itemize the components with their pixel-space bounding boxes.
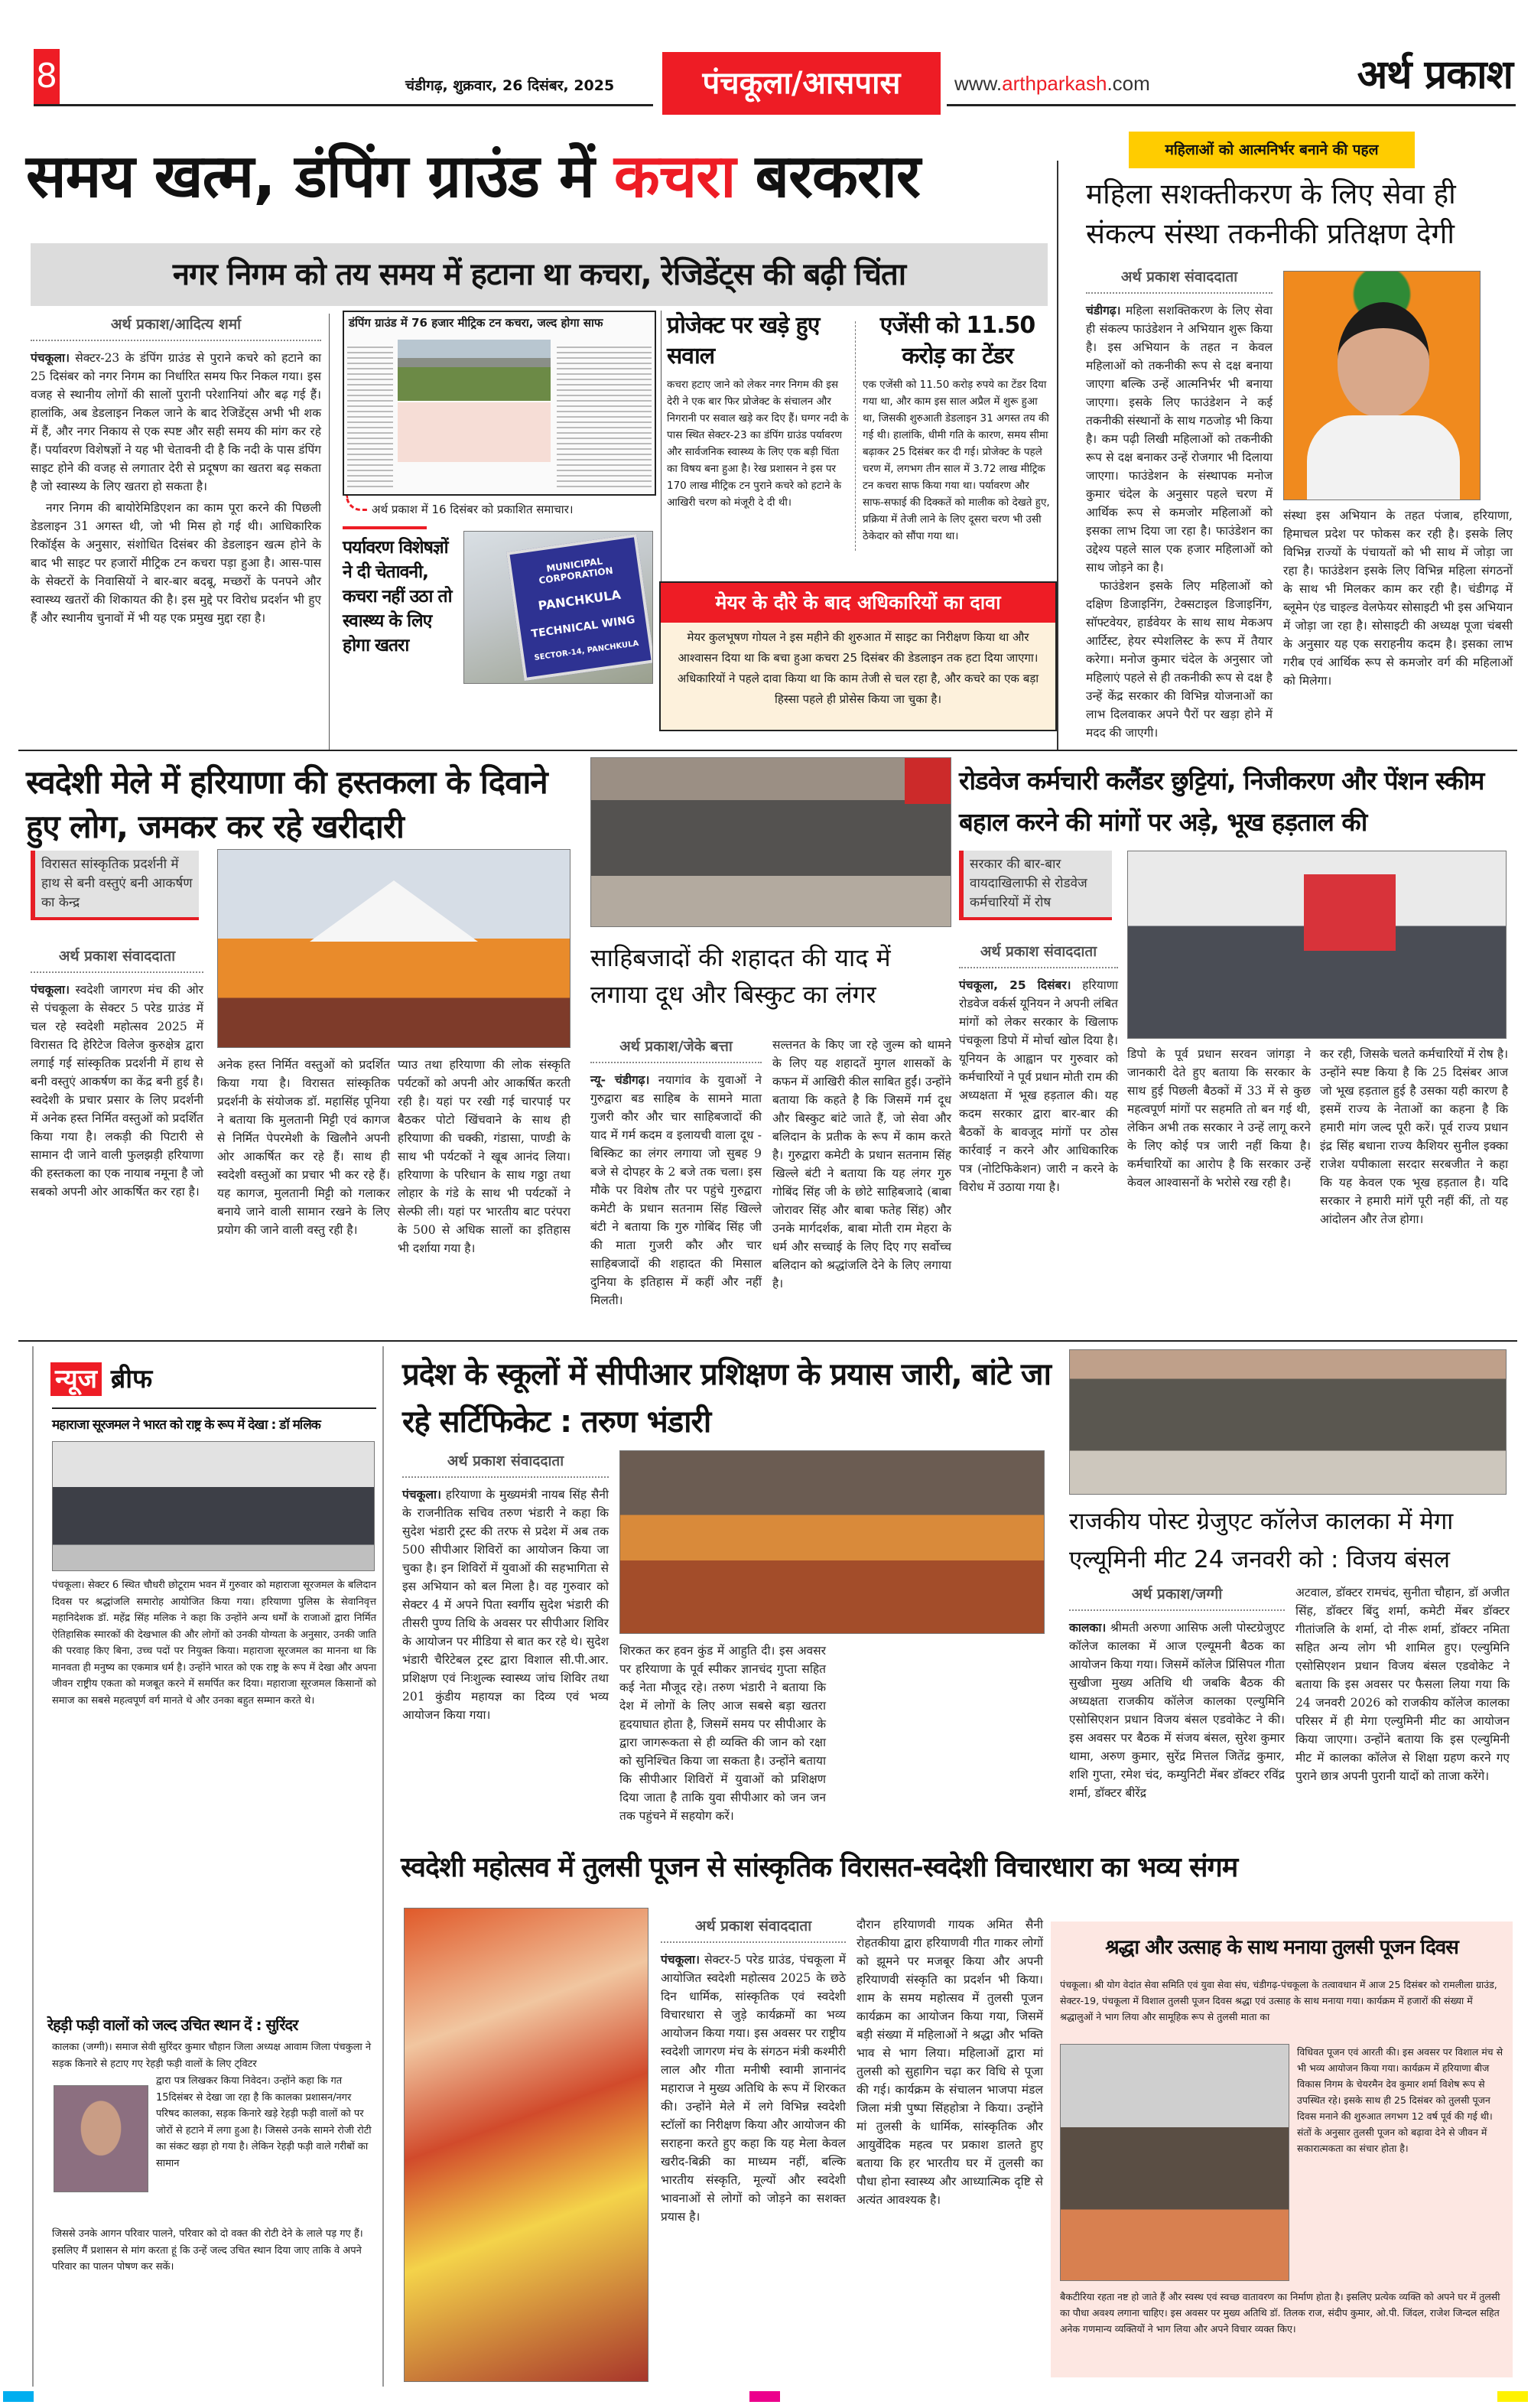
langar-group-photo bbox=[590, 757, 951, 927]
langar-col1 bbox=[590, 1036, 762, 1310]
tulsi-col1 bbox=[661, 1915, 846, 2226]
roadways-body3: कर रही, जिसके चलते कर्मचारियों में रोष है। उन्होंने स्पष्ट किया है कि 25 दिसंबर आज जो भूख हड़ताल हुई है उसका यही कारण है इसमें राज्य के नेताओं का कहना है कि हमारी मांग जल्द पूरी करें। पूर्व राज्य प्रधान इंद्र सिंह बधाना राज्य कैशियर सुनील इक्का राजेश यपीकाला सरदार सरबजीत ने कहा कि यह केवल एक भूख हड़ताल है। यदि सरकार ने हमारी मांगें पूरी नहीं कीं, तो यह आंदोलन और तेज होगा। bbox=[1320, 1047, 1508, 1226]
masthead-rule-left bbox=[34, 104, 653, 106]
tulsi-body bbox=[661, 1951, 846, 2226]
brief2-body-top: कालका (जग्गी)। समाज सेवी सुरिंदर कुमार चौहान जिला अध्यक्ष आवाम जिला पंचकुला ने सड़क किनारे से हटाए गए रेहड़ी फड़ी वालों के लिए ट्विटर bbox=[52, 2042, 372, 2070]
roadways-col3 bbox=[1320, 1045, 1508, 1228]
portrait-head bbox=[1338, 302, 1429, 417]
roadways-body-text: हरियाणा रोडवेज वर्कर्स यूनियन ने अपनी लंबित मांगों को लेकर सरकार के खिलाफ पंचकूला डिपो में मोर्चा खोल दिया है। यूनियन के आह्वान पर गुरुवार को कर्मचारियों ने पूर्व प्रधान मोती राम की अध्यक्षता में भूख हड़ताल की। यह कदम सरकार द्वारा बार-बार की बैठकों के बावजूद मांगों पर ठोस कार्रवाई न करने और आधिकारिक पत्र (नोटिफिकेशन) जारी न करने के विरोध में उठाया गया है। bbox=[959, 978, 1118, 1194]
news-clipping bbox=[343, 311, 656, 496]
lead-body bbox=[31, 349, 321, 496]
lead-headline bbox=[26, 144, 920, 210]
tulsi-body-text: सेक्टर-5 परेड ग्राउंड, पंचकूला में आयोजित स्वदेशी महोत्सव 2025 के छठे दिन धार्मिक, सांस्कृतिक एवं स्वदेशी विचारधारा से जुड़े कार्यक्रमों का भव्य आयोजन किया गया। इस अवसर पर राष्ट्रीय स्वदेशी जागरण मंच के संगठन मंत्री कश्मीरी लाल और गीता मनीषी स्वामी ज्ञानानंद महाराज ने मुख्य अतिथि के रूप में शिरकत की। उन्होंने मेले में लगे विभिन्न स्वदेशी स्टॉलों का निरीक्षण किया और आयोजन की सराहना करते हुए कहा कि यह मेला केवल खरीद-बिक्री का माध्यम नहीं, बल्कि भारतीय संस्कृति, मूल्यों और स्वदेशी भावनाओं से लोगों को जोड़ने का सशक्त प्रयास है। bbox=[661, 1953, 846, 2224]
alumni-col1 bbox=[1069, 1583, 1285, 1802]
sidebar-project-questions bbox=[667, 311, 850, 511]
langar-body2: सल्तनत के किए जा रहे जुल्म को थामने के लिए यह शहादतें मुगल शासकों के कफन में आखिरी कील साबित हुईं। उन्होंने बताया कि कहते है कि जिसमें गर्म दूध और बिस्कुट बांटे जाते हैं, जो सेवा और बलिदान के प्रतीक के रूप में काम करते है। गुरुद्वारा कमेटी के प्रधान सतनाम सिंह खिल्ले बंटी ने बताया कि यह लंगर गुरु गोबिंद सिंह जी के छोटे साहिबजादे (बाबा जोरावर सिंह और बाबा फतेह सिंह) और उनके मार्गदर्शक, बाबा मोती राम मेहरा के धर्म और सच्चाई के लिए दिए गए सर्वोच्च बलिदान को श्रद्धांजलि देने के लिए लगाया है। bbox=[772, 1038, 951, 1290]
section-banner: पंचकूला/आसपास bbox=[662, 52, 941, 115]
surajmal-event-photo bbox=[52, 1441, 375, 1571]
sidebar-agency-tender bbox=[863, 311, 1052, 545]
alumni-group-photo bbox=[1069, 1349, 1507, 1495]
portrait-body bbox=[1307, 415, 1460, 500]
cpr-col2 bbox=[619, 1642, 826, 1825]
news-brief-label bbox=[50, 1360, 152, 1395]
langar-col2 bbox=[772, 1036, 951, 1293]
clipping-headline: डंपिंग ग्राउंड में 76 हजार मीट्रिक टन कचरा, जल्द होगा साफ bbox=[349, 316, 603, 330]
mela-dateline: पंचकूला। bbox=[31, 983, 70, 997]
column-rule bbox=[329, 314, 330, 750]
box1-body: कचरा हटाए जाने को लेकर नगर निगम की इस देरी ने एक बार फिर प्रोजेक्ट के संचालन और निगरानी पर सवाल खड़े कर दिए हैं। घग्गर नदी के पास स्थित सेक्टर-23 का डंपिंग ग्राउंड पर्यावरण और सार्वजनिक स्वास्थ्य के लिए एक बड़ी चिंता का विषय बना हुआ है। रेख प्रशासन ने इस पर 170 लाख मीट्रिक टन पुराने कचरे को हटाने के आखिरी चरण को मंजूरी दे दी थी। bbox=[667, 379, 849, 509]
alumni-body bbox=[1069, 1619, 1285, 1802]
langar-dateline: न्यू- चंडीगढ़। bbox=[590, 1073, 650, 1087]
signboard bbox=[506, 534, 653, 681]
women-column bbox=[1086, 266, 1273, 742]
mc-signboard-photo bbox=[463, 531, 653, 684]
mela-col3 bbox=[398, 1056, 570, 1258]
roadways-headline: रोडवेज कर्मचारी कलैंडर छुट्टियां, निजीकरण और पेंशन स्कीम बहाल करने की मांगों पर अड़े, भूख हड़ताल की bbox=[959, 766, 1484, 837]
roadways-body2: डिपो के पूर्व प्रधान सरवन जांगड़ा ने जानकारी देते हुए बताया कि सरकार के साथ हुई पिछली बैठकों में 33 में से कुछ महत्वपूर्ण मांगों पर सहमति तो बन गई थी, लेकिन अभी तक सरकार ने उन्हें लागू करने के लिए कोई पत्र जारी नहीं किया है। कर्मचारियों का आरोप है कि सरकार उन्हें केवल आश्वासनों के भरोसे रख रही है। bbox=[1127, 1047, 1311, 1189]
roadways-byline: अर्थ प्रकाश संवाददाता bbox=[959, 941, 1118, 968]
page-number: 8 bbox=[34, 49, 60, 104]
clipping-text-lines-right bbox=[557, 343, 652, 488]
brief2-body-side: द्वारा पत्र लिखकर किया निवेदन। उन्होंने कहा कि गत 15दिसंबर से देखा जा रहा है कि कालका प्रशासन/नगर परिषद कालका, सड़क किनारे खड़े रेहड़ी फड़ी वालों को पर जोरों से हटाने में लगा हुआ है। जिससे उनके सामने रोजी रोटी का संकट खड़ा हो गया है। लेकिन रेहड़ी फड़ी वाले गरीबों का सामान bbox=[156, 2075, 372, 2169]
alumni-body-text: श्रीमती अरुणा आसिफ अली पोस्टग्रेजुएट कॉलेज कालका में आज एल्यूमनी बैठक का आयोजन किया गया। जिसमें कॉलेज प्रिंसिपल गीता सुखीजा मुख्य अतिथि थी जबकि बैठक की अध्यक्षता राजकीय कॉलेज कालका एल्युमिनि एसोसिएशन प्रधान विजय बंसल एडवोकेट ने की। इस अवसर पर बैठक में संजय बंसल, सुरेश कुमार थामा, अरुण कुमार, सुरेंद्र मित्तल जितेंद्र कुमार, शशि गुप्ता, रमेश चंद, कम्युनिटी मेंबर डॉक्टर रविंद्र शर्मा, डॉक्टर बीरेंद्र bbox=[1069, 1621, 1285, 1800]
tulsi-headline: स्वदेशी महोत्सव में तुलसी पूजन से सांस्कृतिक विरासत-स्वदेशी विचारधारा का भव्य संगम bbox=[401, 1852, 1238, 1883]
clipping-arrow bbox=[346, 496, 367, 511]
tent-canopy bbox=[310, 880, 478, 942]
tulsi-box bbox=[1051, 1922, 1513, 2377]
registration-mark-magenta bbox=[749, 2391, 780, 2402]
website-url[interactable] bbox=[954, 72, 1150, 96]
clipping-photo bbox=[398, 340, 551, 401]
lead-column bbox=[31, 314, 321, 627]
box-divider bbox=[855, 321, 856, 551]
swadeshi-mela-kicker: विरासत सांस्कृतिक प्रदर्शनी में हाथ से बनी वस्तुएं बनी आकर्षण का केन्द्र bbox=[31, 851, 199, 920]
brief-rule bbox=[52, 1407, 376, 1409]
lead-body-text: सेक्टर-23 के डंपिंग ग्राउंड से पुराने कचरे को हटाने का 25 दिसंबर को नगर निगम का निर्धारित समय फिर निकल गया। इस वजह से स्थानीय लोगों की सालों पुरानी परेशानियां और बढ़ गई हैं। हालांकि, अब डेडलाइन निकल जाने के बाद रेजिडेंट्स अभी भी शक में हैं, और नगर निकाय से एक स्पष्ट और सही समय की मांग कर रहे हैं। पर्यावरण विशेषज्ञों ने यह भी चेतावनी दी है कि नदी के पास डंपिंग साइट होने की वजह से लगातार देरी से प्रदूषण का खतरा बढ़ सकता है जो स्वास्थ्य के लिए खतरा हो सकता है। bbox=[31, 351, 321, 493]
women-body-text: महिला सशक्तिकरण के लिए सेवा ही संकल्प फाउंडेशन ने अभियान शुरू किया है। इस अभियान के तहत न केवल महिलाओं को तकनीकी रूप से दक्ष बनाया जाएगा बल्कि उन्हें आत्मनिर्भर भी बनाया जाएगा। इसके लिए फाउंडेशन ने कई तकनीकी संस्थानों के साथ गठजोड़ भी किया है। कम पढ़ी लिखी महिलाओं को तकनीकी रूप से दक्ष बनाकर उन्हें रोजगार भी दिलाया जाएगा। फाउंडेशन के संस्थापक मनोज कुमार चंदेल के अनुसार पहले चरण में आर्थिक रूप से कमजोर महिलाओं को इसका लाभ दिया जा रहा है। फाउंडेशन का उद्देश्य पहले साल एक हजार महिलाओं को साथ जोड़ने का है। bbox=[1086, 304, 1273, 574]
women-body3: संस्था इस अभियान के तहत पंजाब, हरियाणा, हिमाचल प्रदेश पर फोकस कर रही है। इसके लिए विभिन्न राज्यों के पंचायतों को भी साथ में जोड़ा जा रहा है। फाउंडेशन इसके लिए विभिन्न महिला संगठनों के साथ भी मिलकर काम कर रही है। चंडीगढ़ में ब्लूमेन एंड चाइल्ड वेलफेयर सोसाइटी भी इस अभियान में जोड़ा जा रहा है। सोसाइटी की अध्यक्ष पूजा चंबसी के अनुसार यह एक सराहनीय कदम है। इसका लाभ गरीब एवं आर्थिक रूप से कमजोर वर्ग की महिलाओं को मिलेगा। bbox=[1283, 509, 1513, 688]
dateline: चंडीगढ़, शुक्रवार, 26 दिसंबर, 2025 bbox=[405, 77, 615, 94]
clipping-caption: अर्थ प्रकाश में 16 दिसंबर को प्रकाशित समाचार। bbox=[372, 503, 574, 516]
hunger-strike-photo bbox=[1127, 851, 1507, 1039]
women-dateline: चंडीगढ़। bbox=[1086, 304, 1121, 317]
alumni-dateline: कालका। bbox=[1069, 1621, 1107, 1635]
brief2-headline: रेहड़ी फड़ी वालों को जल्द उचित स्थान दें : सुरिंदर bbox=[47, 2016, 298, 2034]
mela-body bbox=[31, 981, 203, 1201]
lead-dateline: पंचकूला। bbox=[31, 351, 70, 365]
tulsi-body2: दौरान हरियाणवी गायक अमित सैनी रोहतकीया द्वारा हरियाणवी गीत गाकर लोगों को झूमने पर मजबूर किया और अपनी हरियाणवी संस्कृति का प्रदर्शन भी किया। शाम के समय महोत्सव में तुलसी पूजन कार्यक्रम का आयोजन किया गया, जिसमें बड़ी संख्या में महिलाओं ने श्रद्धा और भक्ति भाव से भाग लिया। महिलाओं द्वारा मां तुलसी को सुहागिन चढ़ा कर विधि से पूजा की गई। कार्यक्रम के संचालन भाजपा मंडल जिला मंत्री पुष्पा सिंहहोत्रा ने किया। उन्होंने मां तुलसी के धार्मिक, सांस्कृतिक और आयुर्वेदिक महत्व पर प्रकाश डालते हुए बताया कि हर भारतीय घर में तुलसी का पौधा होना स्वास्थ्य और आध्यात्मिक दृष्टि से अत्यंत आवश्यक है। bbox=[857, 1918, 1043, 2207]
sign-line: SECTOR-14, PANCHKULA bbox=[534, 639, 639, 662]
mela-body3: प्याउ तथा हरियाणा की लोक संस्कृति पर्यटकों को अपनी ओर आकर्षित करती रही है। यहां पर रखी गई चारपाई पर बैठकर पोटो खिंचवाने के साथ ही हरियाणा की चक्की, गंडासा, पाण्डी के साथ भी पर्यटकों ने खूब आनंद लिया। हरियाणा के परिधान के साथ गठ्ठा तथा लोहार के गंडे के साथ भी पर्यटकों ने सेल्फी ली। यहां पर भारतीय बाट परंपरा के 500 से अधिक सालों का इतिहास भी दर्शाया गया है। bbox=[398, 1058, 570, 1255]
registration-mark-cyan bbox=[3, 2391, 34, 2402]
mela-col1 bbox=[31, 945, 203, 1201]
pullquote-rule bbox=[343, 526, 427, 529]
surinder-portrait bbox=[54, 2085, 148, 2192]
sign-line: PANCHKULA bbox=[537, 587, 622, 613]
union-banner bbox=[1304, 874, 1396, 951]
women-body bbox=[1086, 301, 1273, 577]
newspaper-logo: अर्थ प्रकाश bbox=[1357, 52, 1513, 98]
section-rule bbox=[18, 1340, 1517, 1342]
cpr-byline: अर्थ प्रकाश संवाददाता bbox=[402, 1450, 609, 1478]
tulsi-box-headline: श्रद्धा और उत्साह के साथ मनाया तुलसी पूजन दिवस bbox=[1105, 1936, 1458, 1959]
column-rule bbox=[1057, 161, 1058, 750]
tulsi-col2 bbox=[857, 1915, 1043, 2209]
roadways-kicker: सरकार की बार-बार वायदाखिलाफी से रोडवेज कर्मचारियों में रोष bbox=[959, 851, 1112, 920]
lead-headline-part1: समय खत्म, डंपिंग ग्राउंड में bbox=[26, 142, 614, 211]
mayor-box-title: मेयर के दौरे के बाद अधिकारियों का दावा bbox=[661, 583, 1055, 623]
langar-headline: साहिबजादों की शहादत की याद में लगाया दूध और बिस्कुट का लंगर bbox=[590, 943, 891, 1009]
tulsi-box-body-bottom: बैकटीरिया रहता नष्ट हो जाते हैं और स्वस्थ एवं स्वच्छ वातावरण का निर्माण होता है। इसलिए प्रत्येक व्यक्ति को अपने घर में तुलसी का पौधा अवश्य लगाना चाहिए। इस अवसर पर मुख्य अतिथि डॉ. तिलक राज, संदीप कुमार, ओ.पी. जिंदल, राजेश जिन्दल सहित अनेक गणमान्य व्यक्तियों ने भाग लिया और अपने विचार व्यक्त किए। bbox=[1060, 2291, 1500, 2335]
env-pullquote: पर्यावरण विशेषज्ञों ने दी चेतावनी, कचरा नहीं उठा तो स्वास्थ्य के लिए होगा खतरा bbox=[343, 538, 452, 656]
brief1-headline: महाराजा सूरजमल ने भारत को राष्ट्र के रूप में देखा : डॉ मलिक bbox=[52, 1417, 320, 1433]
lead-byline: अर्थ प्रकाश/आदित्य शर्मा bbox=[31, 314, 321, 341]
news-label: न्यूज bbox=[50, 1362, 102, 1396]
cpr-body bbox=[402, 1485, 609, 1724]
brief2-body-bottom: जिससे उनके आगन परिवार पालने, परिवार को दो वक्त की रोटी देने के लाले पड़ गए हैं। इसलिए मैं प्रशासन से मांग करता हूं कि उन्हें जल्द उचित स्थान दिया जाए ताकि वे अपने परिवार का पालन पोषण कर सकें। bbox=[52, 2228, 363, 2273]
women-kicker: महिलाओं को आत्मनिर्भर बनाने की पहल bbox=[1129, 132, 1415, 168]
registration-mark-yellow bbox=[1497, 2391, 1528, 2402]
cpr-col1 bbox=[402, 1450, 609, 1724]
langar-banner bbox=[905, 758, 951, 804]
clipping-box bbox=[398, 402, 551, 462]
women-headline: महिला सशक्तीकरण के लिए सेवा ही संकल्प संस्था तकनीकी प्रतिक्षण देगी bbox=[1086, 177, 1456, 250]
url-brand: arthparkash bbox=[1002, 72, 1107, 95]
section-rule bbox=[18, 750, 1517, 751]
tulsi-dateline: पंचकूला। bbox=[661, 1953, 700, 1967]
masthead-rule-right bbox=[947, 104, 1516, 106]
langar-byline: अर्थ प्रकाश/जेके बत्ता bbox=[590, 1036, 762, 1063]
roadways-dateline: पंचकूला, 25 दिसंबर। bbox=[959, 978, 1071, 992]
brief-label: ब्रीफ bbox=[110, 1364, 153, 1394]
mela-body-text: स्वदेशी जागरण मंच की ओर से पंचकूला के सेक्टर 5 परेड ग्राउंड में चल रहे स्वदेशी महोत्सव 2025 में विरासत दि हेरिटेज विलेज कुरुक्षेत्र द्वारा लगाई गई सांस्कृतिक प्रदर्शनी में हाथ से बनी वस्तुएं आकर्षण का केंद्र बनी हुई है। स्वदेशी के प्रचार प्रसार के लिए प्रदर्शनी में अनेक हस्त निर्मित वस्तुओं को प्रदर्शित किया गया है। लकड़ी की पिटारी से सामान दी जाने वाली फुलझड़ी हरियाणा की हस्तकला का एक नायाब नमूना है जो सबको अपनी ओर आकर्षित कर रहा है। bbox=[31, 983, 203, 1199]
lead-body2: नगर निगम की बायोरेमिडिएशन का काम पूरा करने की पिछली डेडलाइन 31 अगस्त थी, जो भी मिस हो गई थी। आधिकारिक रिकॉर्ड्स के अनुसार, संशोधित दिसंबर की डेडलाइन खत्म होने के बाद भी साइट पर हजारों मीट्रिक टन कचरा पड़ा हुआ है। आस-पास के सेक्टरों के निवासियों ने बार-बार बदबू, मच्छरों के पनपने और स्वास्थ्य खतरों की शिकायत की है। इस मुद्दे पर विरोध प्रदर्शन भी हुए हैं और स्थानीय चुनावों में भी यह एक प्रमुख मुद्दा रहा है। bbox=[31, 501, 321, 625]
lead-headline-highlight: कचरा bbox=[613, 142, 736, 211]
tulsi-stage-photo bbox=[404, 1908, 648, 2382]
news-brief-panel bbox=[32, 1346, 384, 2387]
langar-body bbox=[590, 1071, 762, 1310]
mela-col2 bbox=[217, 1056, 390, 1239]
cpr-dateline: पंचकूला। bbox=[402, 1488, 441, 1502]
url-prefix: www. bbox=[954, 72, 1003, 95]
mela-tent-photo bbox=[217, 849, 570, 1048]
roadways-col2 bbox=[1127, 1045, 1311, 1192]
alumni-body2: अटवाल, डॉक्टर रामचंद, सुनीता चौहान, डॉ अजीत सिंह, डॉक्टर बिंदु शर्मा, कमेटी मेंबर डॉक्टर गीतांजलि के शर्मा, दो नीरू शर्मा, डॉक्टर नमिता सहित अन्य लोग भी शामिल हुए। एल्युमिनि एसोसिएशन प्रधान विजय बंसल एडवोकेट ने बताया कि इस अवसर पर फैसला लिया गया कि 24 जनवरी 2026 को राजकीय कॉलेज कालका परिसर में ही मेगा एल्युमिनी मीट का आयोजन किया जाएगा। उन्होंने बताया कि इस एल्युमिनी मीट में कालका कॉलेज से शिक्षा ग्रहण करने गए पुराने छात्र अपनी पुरानी यादों को ताजा करेंगे। bbox=[1295, 1586, 1510, 1783]
alumni-col2 bbox=[1295, 1583, 1510, 1785]
sign-line: MUNICIPAL CORPORATION bbox=[538, 555, 614, 587]
cpr-body2: शिरकत कर हवन कुंड में आहुति दी। इस अवसर पर हरियाणा के पूर्व स्पीकर ज्ञानचंद गुप्ता सहित कई नेता मौजूद रहे। तरुण भंडारी ने बताया कि देश में लोगों के लिए आज सबसे बड़ा खतरा हृदयाघात होता है, जिसमें समय पर सीपीआर के द्वारा जागरूकता से ही व्यक्ति की जान को रक्षा को सुनिश्चित किया जा सकता है। उन्होंने बताया कि सीपीआर शिविरों में युवाओं को प्रशिक्षण दिया जाता है ताकि युवा सीपीआर को जन जन तक पहुंचने में सहयोग करें। bbox=[619, 1644, 826, 1823]
mela-byline: अर्थ प्रकाश संवाददाता bbox=[31, 945, 203, 973]
clipping-text-lines bbox=[347, 343, 393, 488]
lead-subhead: नगर निगम को तय समय में हटाना था कचरा, रेजिडेंट्स की बढ़ी चिंता bbox=[172, 257, 906, 292]
sign-line: TECHNICAL WING bbox=[530, 613, 636, 641]
url-suffix: .com bbox=[1107, 72, 1150, 95]
tulsi-box-body-side: विधिवत पूजन एवं आरती की। इस अवसर पर विशाल मंच से भी भव्य आयोजन किया गया। कार्यक्रम में हरियाणा बीज विकास निगम के चेयरमैन देव कुमार शर्मा विशेष रूप से उपस्थित रहे। इसके साथ ही 25 दिसंबर को तुलसी पूजन दिवस मनाने की शुरुआत लगभग 12 वर्ष पूर्व की गई थी। संतों के अनुसार तुलसी पूजन को बढ़ावा देने से जीवन में सकारात्मकता का संचार होता है। bbox=[1297, 2046, 1503, 2154]
mayor-box bbox=[659, 581, 1057, 731]
tulsi-pujan-photo bbox=[1060, 2044, 1289, 2281]
tulsi-box-body-top: पंचकूला। श्री योग वेदांत सेवा समिति एवं युवा सेवा संघ, चंडीगढ़-पंचकूला के तत्वावधान में आज 25 दिसंबर को रामलीला ग्राउंड, सेक्टर-19, पंचकूला में विशाल तुलसी पूजन दिवस श्रद्धा एवं उत्साह के साथ मनाया गया। कार्यक्रम में हजारों की संख्या में श्रद्धालुओं ने भाग लिया और सामूहिक रूप से तुलसी माता का bbox=[1060, 1979, 1497, 2022]
mela-body2: अनेक हस्त निर्मित वस्तुओं को प्रदर्शित किया गया है। विरासत सांस्कृतिक प्रदर्शनी के संयोजक डॉ. महासिंह पूनिया ने बताया कि मुलतानी मिट्टी एवं कागज से निर्मित पेपरमेशी के खिलौने अपनी ओर आकर्षित कर रहे हैं। साथ ही स्वदेशी वस्तुओं का प्रचार भी कर रहे हैं। यह कागज, मुलतानी मिट्टी को गलाकर बनाये जाने वाली सामान रखने के लिए प्रयोग की जाने वाली वस्तु रही है। bbox=[217, 1058, 390, 1237]
cpr-headline: प्रदेश के स्कूलों में सीपीआर प्रशिक्षण के प्रयास जारी, बांटे जा रहे सर्टिफिकेट : तरुण भंडारी bbox=[402, 1357, 1051, 1440]
roadways-body bbox=[959, 976, 1118, 1196]
brief1-body: पंचकूला। सेक्टर 6 स्थित चौधरी छोटूराम भवन में गुरुवार को महाराजा सूरजमल के बलिदान दिवस पर श्रद्धांजलि समारोह आयोजित किया गया। हरियाणा पुलिस के सेवानिवृत्त महानिदेशक डॉ. महेंद्र सिंह मलिक ने कहा कि उन्होंने अन्य धर्मों के राजाओं द्वारा निर्मित ऐतिहासिक स्मारकों की देखभाल की और लोगों को उनकी योग्यता के अनुसार, उनकी जाति की परवाह किए बिना, उच्च पदों पर नियुक्त किया। महाराजा सूरजमल का मानना था कि मानवता ही मनुष्य का एकमात्र धर्म है। उन्होंने भारत को एक राष्ट्र के रूप में देखा और अपना जीवन राष्ट्रीय एकता को मजबूत करने में समर्पित कर दिया। महाराजा सूरजमल किसानों को समाज का सबसे महत्वपूर्ण वर्ग मानते थे और उनका बहुत सम्मान करते थे। bbox=[52, 1580, 376, 1707]
mayor-box-body: मेयर कुलभूषण गोयल ने इस महीने की शुरुआत में साइट का निरीक्षण किया था और आश्वासन दिया था कि बचा हुआ कचरा 25 दिसंबर की डेडलाइन तक हटा दिया जाएगा। अधिकारियों ने पहले दावा किया था कि काम तेजी से चल रहा है, और कचरे का एक बड़ा हिस्सा पहले ही प्रोसेस किया जा चुका है। bbox=[677, 630, 1039, 706]
women-byline: अर्थ प्रकाश संवाददाता bbox=[1086, 266, 1273, 294]
box2-title: एजेंसी को 11.50 करोड़ का टेंडर bbox=[879, 312, 1035, 369]
lead-headline-part2: बरकरार bbox=[735, 142, 920, 211]
box2-body: एक एजेंसी को 11.50 करोड़ रुपये का टेंडर दिया गया था, और काम इस साल अप्रैल में शुरू हुआ था, जिसकी शुरुआती डेडलाइन 31 अगस्त तय की गई थी। हालांकि, धीमी गति के कारण, समय सीमा बढ़ाकर 25 दिसंबर कर दी गई। प्रोजेक्ट के पहले चरण में, लगभग तीन साल में 3.72 लाख मीट्रिक टन कचरा साफ किया गया था। पर्यावरण और साफ-सफाई की दिक्कतें को मालीक को देखते हुए, प्रक्रिया में तेजी लाने के लिए दूसरा चरण भी उसी ठेकेदार को सौंपा गया था। bbox=[863, 379, 1050, 542]
swadeshi-mela-headline: स्वदेशी मेले में हरियाणा की हस्तकला के दिवाने हुए लोग, जमकर कर रहे खरीदारी bbox=[26, 763, 548, 845]
box1-title: प्रोजेक्ट पर खड़े हुए सवाल bbox=[667, 312, 820, 369]
alumni-byline: अर्थ प्रकाश/जग्गी bbox=[1069, 1583, 1285, 1611]
cpr-body-text: हरियाणा के मुख्यमंत्री नायब सिंह सैनी के राजनीतिक सचिव तरुण भंडारी ने कहा कि सुदेश भंडारी ट्रस्ट की तरफ से प्रदेश में अब तक 500 सीपीआर शिविरों का आयोजन किया जा चुका है। इन शिविरों में युवाओं की सहभागिता से इस अभियान को बल मिला है। वह गुरुवार को सेक्टर 4 में अपने पिता स्वर्गीय सुदेश भंडारी की तीसरी पुण्य तिथि के अवसर पर सीपीआर शिविर के आयोजन पर मीडिया से बात कर रहे थे। सुदेश भंडारी चैरिटेबल ट्रस्ट द्वारा विशाल सी.पी.आर. प्रशिक्षण एवं निःशुल्क स्वास्थ्य जांच शिविर तथा 201 कुंडीय महायज्ञ का दिव्य एवं भव्य आयोजन किया गया। bbox=[402, 1488, 609, 1722]
women-body2: फाउंडेशन इसके लिए महिलाओं को दक्षिण डिजाइनिंग, टेक्सटाइल डिजाइनिंग, सॉफ्टवेयर, हार्डवेयर के साथ साथ मेकअप आर्टिस्ट, हेयर स्पेशलिस्ट के रूप में तैयार करेगा। मनोज कुमार चंदेल के अनुसार जो महिलाएं पहले से ही तकनीकी रूप से दक्ष है उन्हें केंद्र सरकार की विभिन्न योजनाओं का लाभ दिलवाकर अपने पैरों पर खड़ा होने में मदद की जाएगी। bbox=[1086, 579, 1273, 740]
women-column-2 bbox=[1283, 506, 1513, 690]
roadways-col1 bbox=[959, 941, 1118, 1196]
cpr-havan-photo bbox=[619, 1450, 1045, 1634]
tulsi-byline: अर्थ प्रकाश संवाददाता bbox=[661, 1915, 846, 1943]
alumni-headline: राजकीय पोस्ट ग्रेजुएट कॉलेज कालका में मेगा एल्यूमिनी मीट 24 जनवरी को : विजय बंसल bbox=[1069, 1508, 1454, 1573]
founder-portrait bbox=[1283, 271, 1481, 500]
langar-body-text: नयागांव के युवाओं ने गुरुद्वारा बड साहिब के सामने माता गुजरी कौर और चार साहिबजादों की याद में गर्म कदम व इलायची वाला दूध - बिस्किट का लंगर लगाया जो सुबह 9 बजे से दोपहर के 2 बजे तक चला। इस मौके पर विशेष तौर पर पहुंचे गुरुद्वारा कमेटी के प्रधान सतनाम सिंह खिल्ले बंटी ने बताया कि गुरु गोबिंद सिंह जी की माता गुजरी कौर और चार साहिबजादों की शहादत की मिसाल दुनिया के इतिहास में कहीं और नहीं मिलती। bbox=[590, 1073, 762, 1307]
lead-subhead-band bbox=[31, 243, 1048, 306]
